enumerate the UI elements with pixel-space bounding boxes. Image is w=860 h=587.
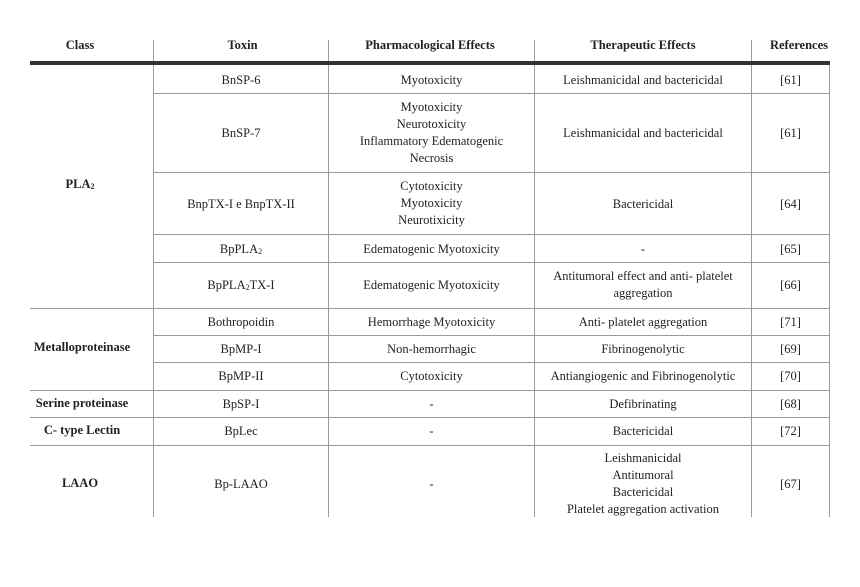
class-pla2: $PLA_2$: [65, 177, 95, 191]
pharma-cell: [329, 178, 534, 229]
reference-cell: [61]: [780, 73, 801, 87]
row-divider: [153, 362, 830, 363]
therapeutic-cell: [535, 450, 751, 518]
therapeutic-line: Fibrinogenolytic: [601, 342, 685, 356]
pharma-cell: [329, 72, 534, 89]
therapeutic-line: Bactericidal: [612, 485, 674, 499]
header-divider: [153, 40, 154, 62]
header-references: References: [769, 38, 829, 52]
therapeutic-cell: [535, 241, 751, 258]
class-serine-proteinase: Serine proteinase: [35, 396, 129, 410]
therapeutic-line: -: [640, 242, 646, 256]
pharma-line: Inflammatory Edematogenic: [359, 134, 504, 148]
pharma-line: -: [429, 397, 434, 411]
header-divider: [534, 40, 535, 62]
pharma-line: Cytotoxicity: [400, 369, 463, 383]
reference-cell: [68]: [780, 397, 801, 411]
pharma-cell: [329, 314, 534, 331]
toxin-cell: BnpTX-I e BnpTX-II: [187, 197, 295, 211]
row-divider: [153, 262, 830, 263]
pharma-line: Necrosis: [409, 151, 454, 165]
toxin-cell: BpPLA$_2$TX-I: [207, 278, 275, 292]
group-divider: [30, 308, 830, 309]
column-divider: [829, 65, 830, 517]
pharma-line: Neurotixicity: [398, 213, 465, 227]
reference-cell: [71]: [780, 315, 801, 329]
pharma-line: Non-hemorrhagic: [387, 342, 476, 356]
pharma-cell: [329, 99, 534, 167]
therapeutic-line: Antitumoral effect and anti- platelet: [553, 269, 733, 283]
pharma-cell: [329, 368, 534, 385]
pharma-cell: [329, 277, 534, 294]
header-divider: [751, 40, 752, 62]
reference-cell: [61]: [780, 126, 801, 140]
row-divider: [153, 335, 830, 336]
row-divider: [153, 172, 830, 173]
pharma-line: Cytotoxicity: [400, 179, 463, 193]
toxin-cell: BpLec: [224, 424, 258, 438]
therapeutic-line: Bactericidal: [612, 197, 674, 211]
group-divider: [30, 417, 830, 418]
pharma-line: Myotoxicity: [400, 73, 463, 87]
therapeutic-line: Platelet aggregation activation: [566, 502, 720, 516]
toxin-cell: Bp-LAAO: [214, 477, 268, 491]
therapeutic-line: Anti- platelet aggregation: [578, 315, 708, 329]
reference-cell: [67]: [780, 477, 801, 491]
therapeutic-line: Leishmanicidal and bactericidal: [563, 126, 723, 140]
group-divider: [30, 390, 830, 391]
pharma-line: Edematogenic Myotoxicity: [363, 242, 500, 256]
therapeutic-line: Leishmanicidal and bactericidal: [563, 73, 723, 87]
header-toxin: Toxin: [227, 38, 258, 52]
reference-cell: [65]: [780, 242, 801, 256]
toxin-cell: BnSP-6: [221, 73, 261, 87]
therapeutic-cell: [535, 314, 751, 331]
pharma-line: Edematogenic Myotoxicity: [363, 278, 500, 292]
therapeutic-line: aggregation: [613, 286, 673, 300]
pharma-cell: [329, 423, 534, 440]
toxin-cell: BnSP-7: [221, 126, 261, 140]
pharma-cell: [329, 341, 534, 358]
therapeutic-cell: [535, 396, 751, 413]
therapeutic-line: Defibrinating: [609, 397, 677, 411]
therapeutic-cell: [535, 341, 751, 358]
therapeutic-cell: [535, 268, 751, 302]
therapeutic-line: Bactericidal: [612, 424, 674, 438]
toxin-cell: Bothropoidin: [207, 315, 275, 329]
pharma-line: Myotoxicity: [400, 196, 463, 210]
toxin-cell: BpSP-I: [222, 397, 260, 411]
therapeutic-cell: [535, 196, 751, 213]
reference-cell: [64]: [780, 197, 801, 211]
toxin-cell: BpPLA$_2$: [219, 242, 263, 256]
pharma-line: -: [429, 477, 434, 491]
reference-cell: [66]: [780, 278, 801, 292]
row-divider: [153, 93, 830, 94]
class-c-type-lectin: C- type Lectin: [43, 423, 121, 437]
class-laao: LAAO: [61, 476, 99, 490]
reference-cell: [69]: [780, 342, 801, 356]
header-class: Class: [65, 38, 95, 52]
therapeutic-cell: [535, 423, 751, 440]
header-pharmacological-effects: Pharmacological Effects: [365, 38, 495, 52]
reference-cell: [70]: [780, 369, 801, 383]
pharma-cell: [329, 241, 534, 258]
therapeutic-cell: [535, 72, 751, 89]
pharma-cell: [329, 476, 534, 493]
pharma-line: Hemorrhage Myotoxicity: [367, 315, 496, 329]
row-divider: [153, 234, 830, 235]
reference-cell: [72]: [780, 424, 801, 438]
pharma-line: -: [429, 424, 434, 438]
group-divider: [30, 445, 830, 446]
therapeutic-line: Leishmanicidal: [604, 451, 682, 465]
therapeutic-line: Antiangiogenic and Fibrinogenolytic: [550, 369, 736, 383]
therapeutic-cell: [535, 368, 751, 385]
therapeutic-cell: [535, 125, 751, 142]
toxin-cell: BpMP-I: [220, 342, 262, 356]
pharma-cell: [329, 396, 534, 413]
header-divider: [328, 40, 329, 62]
toxin-cell: BpMP-II: [218, 369, 264, 383]
therapeutic-line: Antitumoral: [612, 468, 674, 482]
pharma-line: Neurotoxicity: [396, 117, 467, 131]
pharma-line: Myotoxicity: [400, 100, 463, 114]
header-rule: [30, 61, 830, 65]
class-metalloproteinase: Metalloproteinase: [33, 340, 131, 354]
header-therapeutic-effects: Therapeutic Effects: [590, 38, 696, 52]
